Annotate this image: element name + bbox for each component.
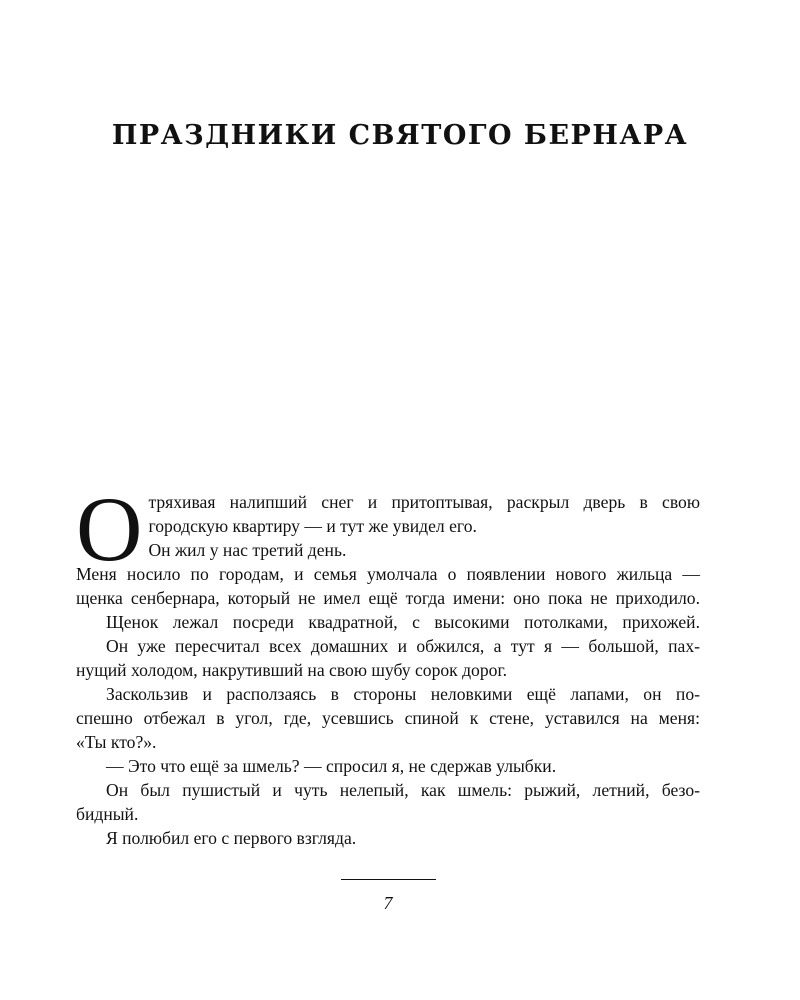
chapter-text [76,478,700,850]
chapter-title: ПРАЗДНИКИ СВЯТОГО БЕРНАРА [111,120,689,151]
text-line: Меня носило по городам, и семья умолчала о появлении нового жильца — [76,564,700,584]
text-line: городскую квартиру — и тут же увидел его. [148,516,477,536]
text-line: — Это что ещё за шмель? — спросил я, не сдержав улыбки. [106,756,557,776]
text-line: щенка сенбернара, который не имел ещё тогда имени: оно пока не приходило. [76,588,700,608]
text-line: Заскользив и расползаясь в стороны неловкими ещё лапами, он по- [106,684,700,704]
text-line: спешно отбежал в угол, где, усевшись спиной к стене, уставился на меня: [76,708,700,728]
text-line: нущий холодом, накрутивший на свою шубу сорок дорог. [76,660,508,680]
text-line: Щенок лежал посреди квадратной, с высокими потолками, прихожей. [106,612,700,632]
page-number: 7 [383,893,393,913]
text-line: Я полюбил его с первого взгляда. [106,828,357,848]
text-line: «Ты кто?». [76,732,157,752]
text-line: бидный. [76,804,139,824]
footer-divider [341,879,436,880]
drop-cap: О [76,478,143,580]
text-line: Он жил у нас третий день. [148,540,347,560]
text-line: Он был пушистый и чуть нелепый, как шмель: рыжий, летний, безо- [106,780,700,800]
text-line: тряхивая налипший снег и притоптывая, раскрыл дверь в свою [148,492,700,512]
text-line: Он уже пересчитал всех домашних и обжился, а тут я — большой, пах- [106,636,700,656]
